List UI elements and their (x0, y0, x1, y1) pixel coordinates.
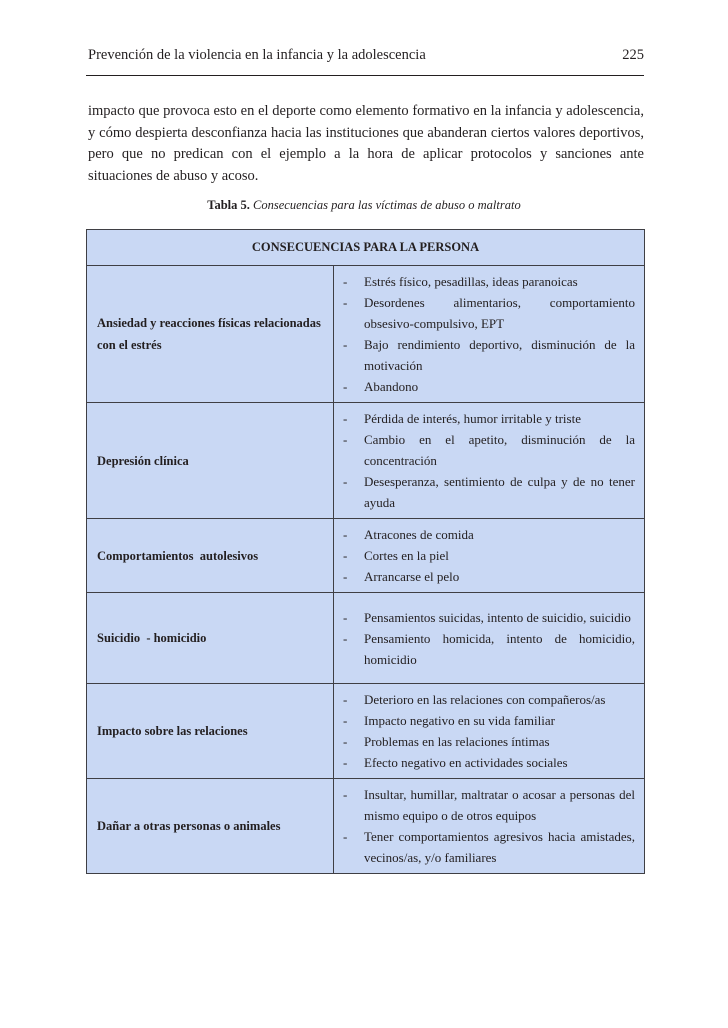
row-category: Impacto sobre las relaciones (87, 684, 334, 779)
list-item: - Deterioro en las relaciones con compañeros/as (342, 689, 635, 710)
running-title: Prevención de la violencia en la infancia y la adolescencia (88, 47, 426, 63)
row-category: Dañar a otras personas o animales (87, 779, 334, 874)
row-category: Depresión clínica (87, 403, 334, 519)
table-header-row (87, 230, 645, 266)
table-row (87, 266, 645, 403)
table-row (87, 593, 645, 684)
running-head (88, 46, 644, 64)
table-row (87, 684, 645, 779)
caption-text: Consecuencias para las víctimas de abuso o maltrato (253, 198, 521, 212)
list-item: - Desordenes alimentarios, comportamiento obsesivo-compulsivo, EPT (342, 292, 635, 334)
caption-label: Tabla 5. (207, 198, 250, 212)
table-row (87, 519, 645, 593)
table-caption (0, 197, 728, 213)
row-items (334, 519, 645, 593)
row-items (334, 593, 645, 684)
list-item: - Problemas en las relaciones íntimas (342, 731, 635, 752)
list-item: - Atracones de comida (342, 524, 635, 545)
row-items (334, 779, 645, 874)
list-item: - Desesperanza, sentimiento de culpa y de no tener ayuda (342, 471, 635, 513)
list-item: - Cortes en la piel (342, 545, 635, 566)
row-category: Suicidio - homicidio (87, 593, 334, 684)
row-category: Ansiedad y reacciones físicas relacionadas con el estrés (87, 266, 334, 403)
list-item: - Bajo rendimiento deportivo, disminución de la motivación (342, 334, 635, 376)
body-paragraph: impacto que provoca esto en el deporte como elemento formativo en la infancia y adolescencia, y cómo despierta desconfianza hacia las instituciones que abanderan ciertos valores deportivos, pero que no predican con el ejemplo a la hora de aplicar protocolos y sanciones ante situaciones de abuso y acoso. (88, 103, 644, 184)
row-items (334, 684, 645, 779)
row-items (334, 266, 645, 403)
list-item: - Arrancarse el pelo (342, 566, 635, 587)
list-item: - Abandono (342, 376, 635, 397)
list-item: - Tener comportamientos agresivos hacia amistades, vecinos/as, y/o familiares (342, 826, 635, 868)
list-item: - Insultar, humillar, maltratar o acosar a personas del mismo equipo o de otros equipos (342, 784, 635, 826)
list-item: - Efecto negativo en actividades sociales (342, 752, 635, 773)
list-item: - Cambio en el apetito, disminución de la concentración (342, 429, 635, 471)
table-row (87, 403, 645, 519)
list-item: - Estrés físico, pesadillas, ideas paranoicas (342, 271, 635, 292)
list-item: - Pensamientos suicidas, intento de suicidio, suicidio (342, 607, 635, 628)
row-items (334, 403, 645, 519)
list-item: - Pensamiento homicida, intento de homicidio, homicidio (342, 628, 635, 670)
row-category: Comportamientos autolesivos (87, 519, 334, 593)
table-header: CONSECUENCIAS PARA LA PERSONA (87, 230, 645, 266)
page-number: 225 (622, 47, 644, 63)
header-rule (86, 75, 644, 76)
consequences-table (86, 229, 645, 874)
list-item: - Pérdida de interés, humor irritable y triste (342, 408, 635, 429)
list-item: - Impacto negativo en su vida familiar (342, 710, 635, 731)
table-row (87, 779, 645, 874)
